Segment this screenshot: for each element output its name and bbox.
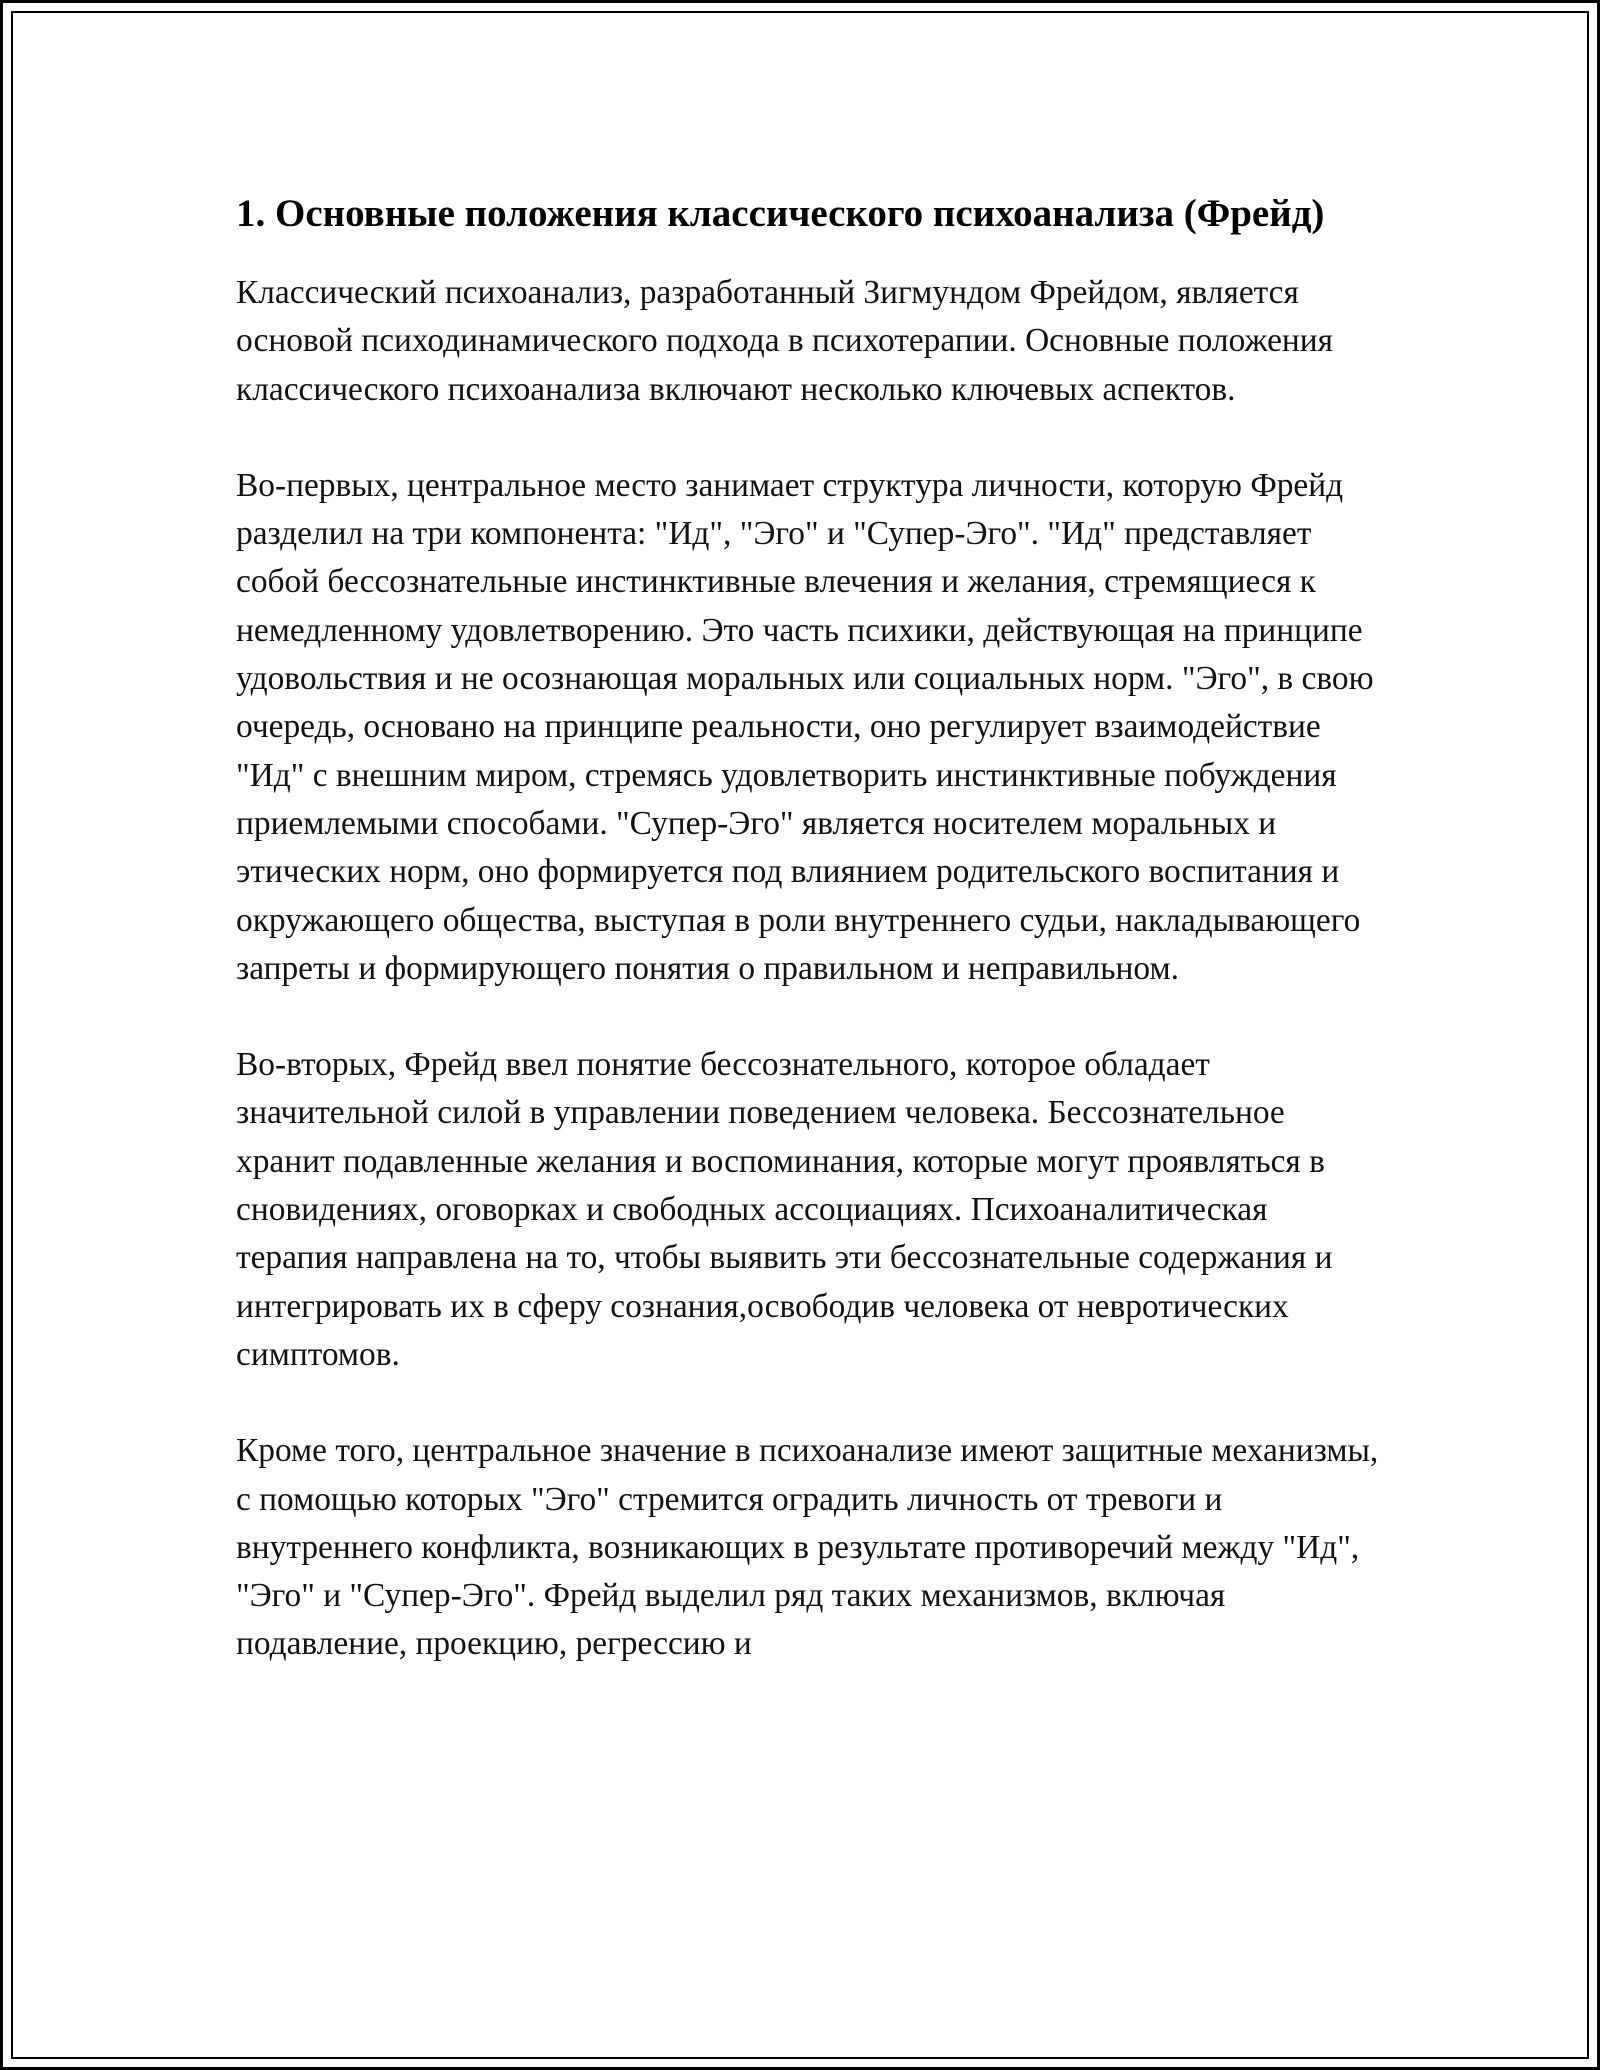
section-heading: 1. Основные положения классического психоанализа (Фрейд) bbox=[236, 192, 1325, 235]
paragraph-personality-structure: Во-первых, центральное место занимает структура личности, которую Фрейд разделил на три компонента: "Ид", "Эго" и "Супер-Эго". "Ид" представляет собой бессознательные инстинктивные влечения и желания, стремящиеся к немедленному удовлетворению. Это часть психики, действующая на принципе удовольствия и не осознающая моральных или социальных норм. "Эго", в свою очередь, основано на принципе реальности, оно регулирует взаимодействие "Ид" с внешним миром, стремясь удовлетворить инстинктивные побуждения приемлемыми способами. "Супер-Эго" является носителем моральных и этических норм, оно формируется под влиянием родительского воспитания и окружающего общества, выступая в роли внутреннего судьи, накладывающего запреты и формирующего понятия о правильном и неправильном. bbox=[236, 466, 1374, 987]
paragraph-intro: Классический психоанализ, разработанный Зигмундом Фрейдом, является основой психодинамического подхода в психотерапии. Основные положения классического психоанализа включают несколько ключевых аспектов. bbox=[236, 274, 1333, 408]
paragraph-unconscious: Во-вторых, Фрейд ввел понятие бессознательного, которое обладает значительной силой в управлении поведением человека. Бессознательное хранит подавленные желания и воспоминания, которые могут проявляться в сновидениях, оговорках и свободных ассоциациях. Психоаналитическая терапия направлена на то, чтобы выявить эти бессознательные содержания и интегрировать их в сферу сознания,освободив человека от невротических симптомов. bbox=[236, 1046, 1333, 1373]
document-body bbox=[236, 190, 1386, 1717]
paragraph-defense-mechanisms: Кроме того, центральное значение в психоанализе имеют защитные механизмы, с помощью которых "Эго" стремится оградить личность от тревоги и внутреннего конфликта, возникающих в результате противоречий между "Ид", "Эго" и "Супер-Эго". Фрейд выделил ряд таких механизмов, включая подавление, проекцию, регрессию и bbox=[236, 1432, 1379, 1663]
